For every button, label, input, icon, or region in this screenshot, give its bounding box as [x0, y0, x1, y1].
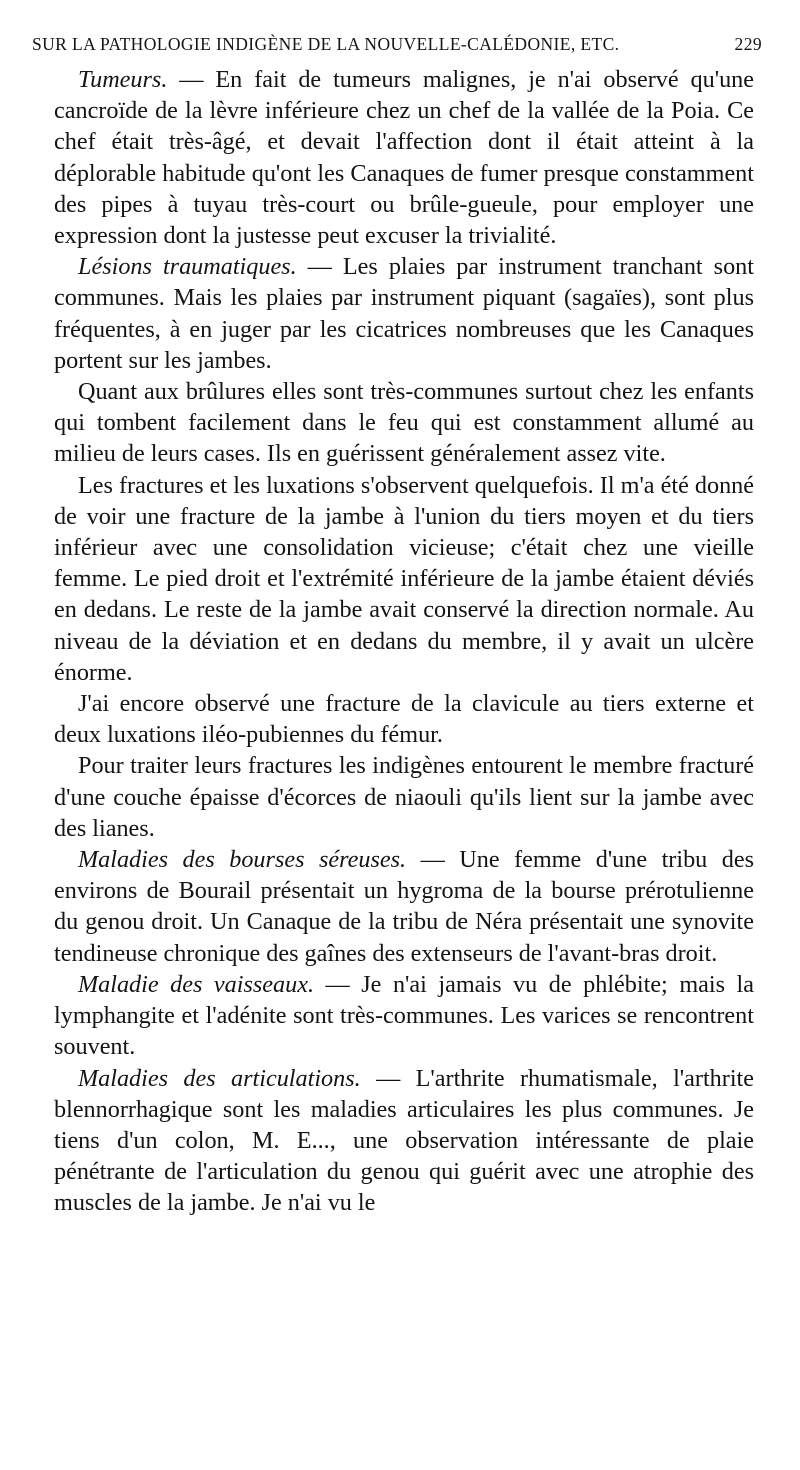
paragraph-bourses: [54, 844, 754, 969]
paragraph-text: — En fait de tumeurs malignes, je n'ai observé qu'une cancroïde de la lèvre inférieure chez un chef de la vallée de la Poia. Ce chef était très-âgé, et devait l'affection dont il était atteint à la déplorable habitude qu'ont les Canaques de fumer presque constamment des pipes à tuyau très-court ou brûle-gueule, pour employer une expression dont la justesse peut excuser la trivialité.: [54, 66, 754, 250]
paragraph-vaisseaux: [54, 969, 754, 1063]
paragraph-text: Les fractures et les luxations s'observent quelquefois. Il m'a été donné de voir une fracture de la jambe à l'union du tiers moyen et du tiers inférieur avec une consolidation vicieuse; c'était chez une vieille femme. Le pied droit et l'extrémité inférieure de la jambe étaient déviés en dedans. Le reste de la jambe avait conservé la direction normale. Au niveau de la déviation et en dedans du membre, il y avait un ulcère énorme.: [54, 471, 754, 686]
paragraph-lesions: [54, 251, 754, 376]
running-title: SUR LA PATHOLOGIE INDIGÈNE DE LA NOUVELLE-CALÉDONIE, ETC.: [32, 34, 620, 54]
paragraph-text: — Une femme d'une tribu des environs de Bourail présentait un hygroma de la bourse prérotulienne du genou droit. Un Canaque de la tribu de Néra présentait une synovite tendineuse chronique des gaînes des extenseurs de l'avant-bras droit.: [54, 846, 755, 967]
section-heading: Lésions traumatiques.: [78, 253, 297, 281]
paragraph-articulations: [54, 1063, 754, 1219]
paragraph-fractures: [54, 470, 754, 688]
body-text: [54, 64, 754, 1219]
section-heading: Tumeurs.: [78, 66, 168, 93]
paragraph-text: Quant aux brûlures elles sont très-communes surtout chez les enfants qui tombent facilement dans le feu qui est constamment allumé au milieu de leurs cases. Ils en guérissent généralement assez vite.: [54, 378, 754, 468]
paragraph-text: J'ai encore observé une fracture de la clavicule au tiers externe et deux luxations iléo-pubiennes du fémur.: [54, 690, 754, 749]
paragraph-text: — L'arthrite rhumatismale, l'arthrite blennorrhagique sont les maladies articulaires les plus communes. Je tiens d'un colon, M. E..., une observation intéressante de plaie pénétrante de l'articulation du genou qui guérit avec une atrophie des muscles de la jambe. Je n'ai vu le: [54, 1064, 754, 1217]
paragraph-text: — Je n'ai jamais vu de phlébite; mais la lymphangite et l'adénite sont très-communes. Les varices se rencontrent souvent.: [54, 970, 754, 1061]
section-heading: Maladie des vaisseaux.: [78, 970, 314, 998]
paragraph-clavicule: [54, 688, 754, 750]
section-heading: Maladies des articulations.: [78, 1064, 361, 1092]
paragraph-text: Pour traiter leurs fractures les indigènes entourent le membre fracturé d'une couche épaisse d'écorces de niaouli qu'ils lient sur la jambe avec des lianes.: [54, 752, 754, 842]
paragraph-text: — Les plaies par instrument tranchant sont communes. Mais les plaies par instrument piquant (sagaïes), sont plus fréquentes, à en juger par les cicatrices nombreuses que les Canaques portent sur les jambes.: [54, 253, 754, 374]
running-header: [32, 34, 762, 64]
page-number: 229: [734, 34, 762, 54]
section-heading: Maladies des bourses séreuses.: [78, 846, 407, 874]
paragraph-traitement: [54, 750, 754, 844]
paragraph-brulures: [54, 376, 754, 470]
paragraph-tumeurs: [54, 64, 754, 251]
